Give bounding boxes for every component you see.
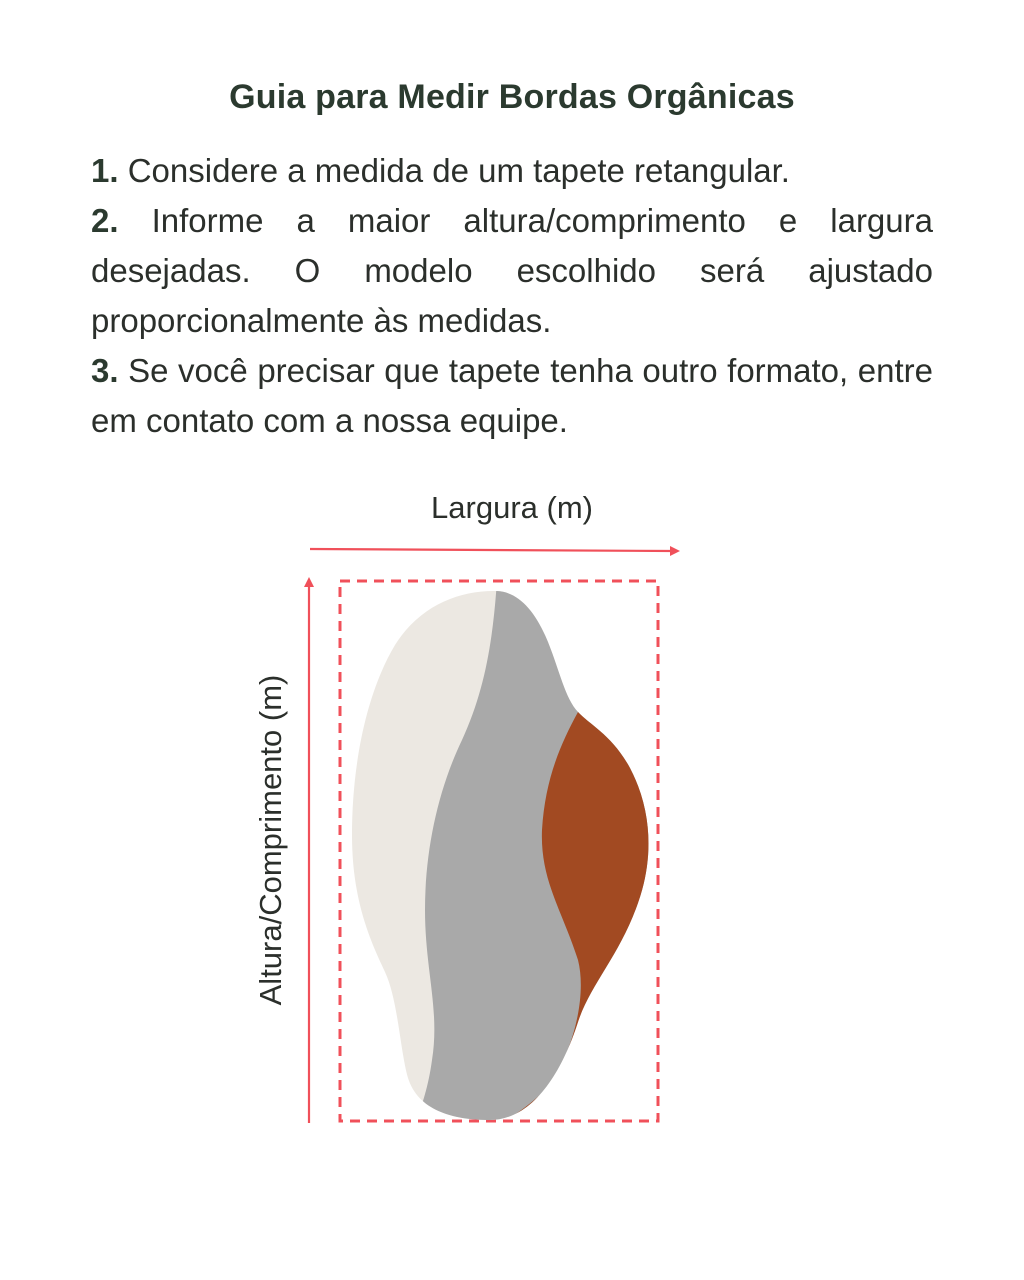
step-3-text: Se você precisar que tapete tenha outro formato, entre em contato com a nossa equipe. [91,352,933,439]
step-2-text: Informe a maior altura/comprimento e largura desejadas. O modelo escolhido será ajustado proporcionalmente às medidas. [91,202,933,339]
step-2-number: 2. [91,202,119,239]
height-label: Altura/Comprimento (m) [253,674,288,1006]
step-3-number: 3. [91,352,119,389]
width-arrow [310,546,680,556]
step-1-text: Considere a medida de um tapete retangular. [127,152,790,189]
organic-rug [340,580,660,1125]
height-arrow [304,577,314,1123]
step-1-number: 1. [91,152,119,189]
width-label: Largura (m) [431,490,593,525]
page-title: Guia para Medir Bordas Orgânicas [229,78,795,116]
